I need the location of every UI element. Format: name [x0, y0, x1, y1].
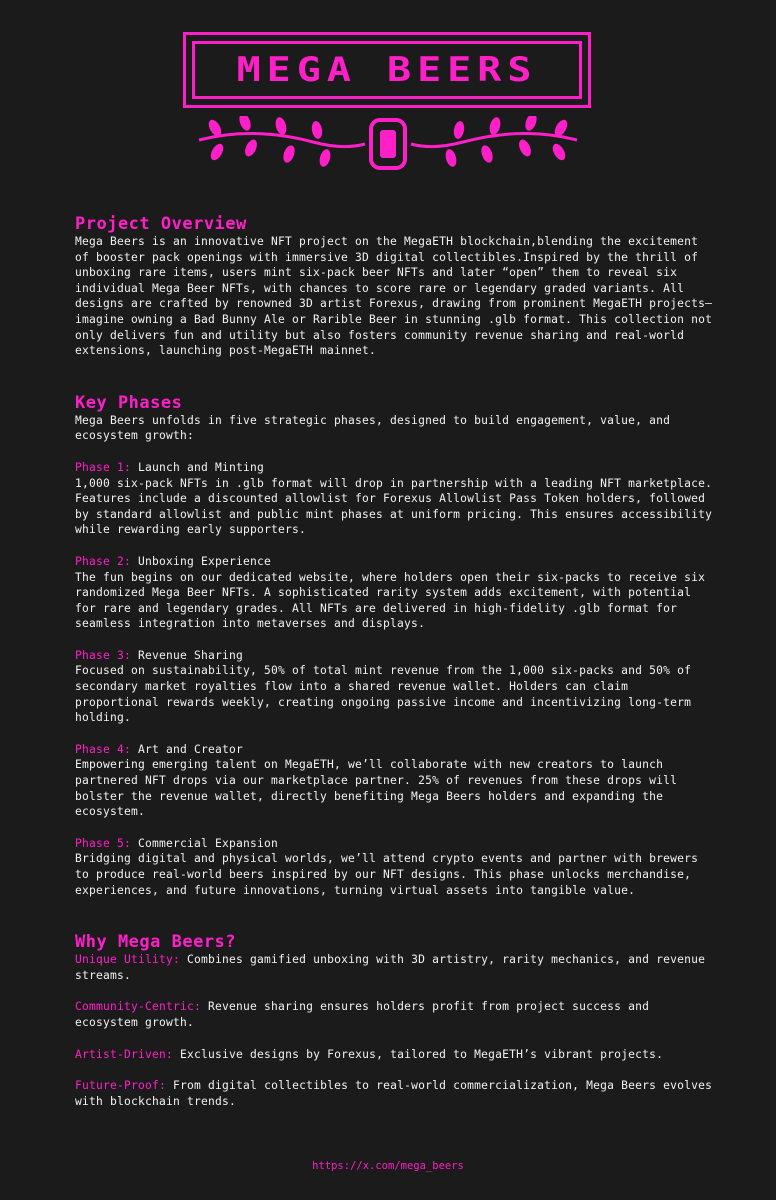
why-item-2	[75, 999, 715, 1030]
phases-heading: Key Phases	[75, 392, 183, 413]
why-item-3	[75, 1047, 715, 1063]
phase-label: Phase 4:	[75, 742, 132, 756]
why-label: Future-Proof:	[75, 1079, 167, 1093]
phase-title: Commercial Expansion	[138, 836, 279, 850]
phase-body: 1,000 six-pack NFTs in .glb format will drop in partnership with a leading NFT marketplace. Features include a discounted allowlist for Forexus Allowlist Pass Token holders, followed by standard allowlist and public mint phases at uniform pricing. This ensures accessibility while rewarding early supporters.	[75, 476, 713, 537]
phase-label: Phase 2:	[75, 554, 132, 568]
phase-item-3	[75, 648, 715, 726]
why-label: Unique Utility:	[75, 953, 181, 967]
why-body: Revenue sharing ensures holders profit from project success and ecosystem growth.	[75, 1000, 650, 1029]
why-item-4	[75, 1078, 715, 1109]
twitter-link[interactable]: https://x.com/mega_beers	[312, 1160, 464, 1172]
phase-label: Phase 3:	[75, 648, 132, 662]
phase-title: Unboxing Experience	[138, 554, 272, 568]
phases-intro: Mega Beers unfolds in five strategic phases, designed to build engagement, value, and ecosystem growth:	[75, 413, 671, 443]
phase-title: Art and Creator	[138, 742, 244, 756]
why-label: Artist-Driven:	[75, 1047, 174, 1061]
phase-title: Launch and Minting	[138, 460, 265, 474]
why-body: Combines gamified unboxing with 3D artistry, rarity mechanics, and revenue streams.	[75, 953, 706, 982]
overview-body: Mega Beers is an innovative NFT project on the MegaETH blockchain,blending the excitement of booster pack openings with immersive 3D digital collectibles.Inspired by the thrill of unboxing rare items, users mint six-pack beer NFTs and later “open” them to reveal six individual Mega Beer NFTs, with chances to score rare or legendary graded variants. All designs are crafted by renowned 3D artist Forexus, drawing from prominent MegaETH projects—imagine owning a Bad Bunny Ale or Rarible Beer in stunning .glb format. This collection not only delivers fun and utility but also fosters community revenue sharing and real-world extensions, launching post-MegaETH mainnet.	[75, 235, 713, 358]
why-body: Exclusive designs by Forexus, tailored to MegaETH’s vibrant projects.	[180, 1047, 664, 1061]
logo-frame	[183, 32, 591, 108]
why-label: Community-Centric:	[75, 1000, 202, 1014]
why-item-1	[75, 952, 715, 983]
phase-label: Phase 1:	[75, 460, 132, 474]
phase-item-1	[75, 460, 715, 538]
why-heading: Why Mega Beers?	[75, 932, 237, 953]
phase-label: Phase 5:	[75, 836, 132, 850]
phase-item-4	[75, 742, 715, 820]
document-body	[75, 214, 715, 1109]
phase-body: Empowering emerging talent on MegaETH, we’ll collaborate with new creators to launch partnered NFT drops via our marketplace partner. 25% of revenues from these drops will bolster the revenue wallet, directly benefiting Mega Beers holders and expanding the ecosystem.	[75, 758, 678, 819]
logo-title: MEGA BEERS	[236, 50, 538, 90]
phase-body: Bridging digital and physical worlds, we’ll attend crypto events and partner with brewers to produce real-world beers inspired by our NFT designs. This phase unlocks merchandise, experiences, and future innovations, turning virtual assets into tangible value.	[75, 852, 699, 897]
why-body: From digital collectibles to real-world commercialization, Mega Beers evolves with blockchain trends.	[75, 1079, 713, 1108]
beer-can-laurel-ornament	[193, 116, 583, 172]
overview-heading: Project Overview	[75, 214, 247, 234]
phase-item-2	[75, 554, 715, 632]
phase-body: Focused on sustainability, 50% of total mint revenue from the 1,000 six-packs and 50% of secondary market royalties flow into a shared revenue wallet. Holders can claim proportional rewards weekly, creating ongoing passive income and incentivizing long-term holding.	[75, 664, 692, 725]
footer	[0, 1160, 776, 1172]
phase-item-5	[75, 836, 715, 898]
logo-inner-frame	[192, 41, 582, 99]
phase-body: The fun begins on our dedicated website, where holders open their six-packs to receive six randomized Mega Beer NFTs. A sophisticated rarity system adds excitement, with potential for rare and legendary grades. All NFTs are delivered in high-fidelity .glb format for seamless integration into metaverses and displays.	[75, 570, 706, 631]
phase-title: Revenue Sharing	[138, 648, 244, 662]
